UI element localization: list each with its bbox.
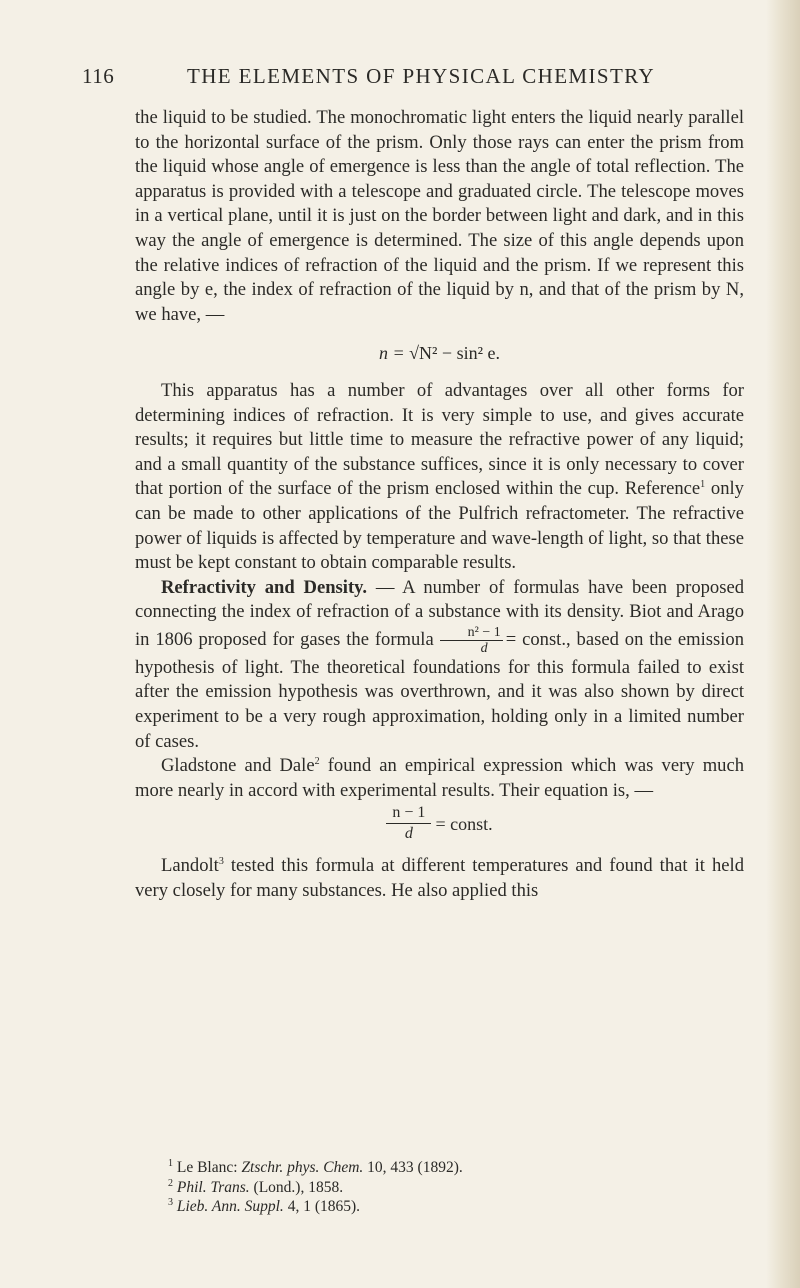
paragraph-3-text-b: = const., based on the emission hypothesis of light. The theoretical foundations for this formula failed to exist after the emission hypothesis was overthrown, and it was also shown by direct experiment to be a very rough approximation, holding only in a limited number of cases. xyxy=(135,628,744,752)
page-number: 116 xyxy=(82,64,115,88)
running-head: THE ELEMENTS OF PHYSICAL CHEMISTRY xyxy=(187,64,656,88)
footnote-ref-1[interactable]: 1 xyxy=(700,479,706,491)
paragraph-5-text-a: Landolt xyxy=(161,855,219,877)
paragraph-5-text-b: tested this formula at different temperatures and found that it held very closely for many substances. He also applied this xyxy=(135,855,744,902)
paragraph-3 xyxy=(135,576,744,755)
footnote-citation: (Lond.), 1858. xyxy=(249,1178,344,1196)
inline-fraction xyxy=(440,625,503,656)
formula-const: = const. xyxy=(435,813,493,834)
block-fraction xyxy=(386,803,431,844)
inline-fraction-denominator: d xyxy=(480,640,488,656)
page-header xyxy=(82,64,722,94)
formula-refractive-index xyxy=(135,341,744,366)
paragraph-2-text-b: only can be made to other applications of the Pulfrich refractometer. The refractive power of liquids is affected by temperature and wave-length of light, so that these must be kept constant to obtain comparable results. xyxy=(135,478,744,574)
footnote-journal: Phil. Trans. xyxy=(176,1178,250,1196)
footnote-mark: 3 xyxy=(168,1196,173,1208)
footnote-mark: 1 xyxy=(168,1157,173,1169)
block-fraction-denominator: d xyxy=(404,825,413,843)
section-heading-refractivity: Refractivity and Density. xyxy=(161,576,368,598)
footnote-journal: Ztschr. phys. Chem. xyxy=(241,1159,364,1176)
paragraph-5 xyxy=(135,854,744,903)
paragraph-4-text-a: Gladstone and Dale xyxy=(161,755,315,777)
footnote-text: Le Blanc: xyxy=(173,1159,242,1176)
footnote-mark: 2 xyxy=(168,1177,173,1189)
footnote-ref-2[interactable]: 2 xyxy=(314,756,320,768)
paragraph-2-text-a: This apparatus has a number of advantages over all other forms for determining indices of refraction. It is very simple to use, and gives accurate results; it requires but little time to measure the refractive power of any liquid; and a small quantity of the substance suffices, since it is only necessary to cover that portion of the surface of the prism enclosed within the cup. Reference xyxy=(135,379,744,500)
formula-lhs: n = xyxy=(379,343,410,364)
footnote-journal: Lieb. Ann. Suppl. xyxy=(176,1198,284,1215)
footnote-ref-3[interactable]: 3 xyxy=(218,856,224,868)
formula-rhs: √N² − sin² e. xyxy=(409,343,500,364)
body-text xyxy=(135,106,744,904)
footnote-citation: 10, 433 (1892). xyxy=(363,1159,463,1176)
footnotes xyxy=(168,1158,728,1217)
paragraph-4-text-b: found an empirical expression which was very much more nearly in accord with experimental results. Their equation is, — xyxy=(135,755,744,801)
paragraph-2 xyxy=(135,379,744,576)
page-edge-shadow xyxy=(766,0,800,1288)
inline-fraction-numerator: n² − 1 xyxy=(440,625,503,641)
paragraph-4 xyxy=(135,754,744,803)
footnote-citation: 4, 1 (1865). xyxy=(283,1198,361,1215)
block-fraction-numerator: n − 1 xyxy=(386,803,431,824)
footnote-1 xyxy=(168,1158,728,1178)
formula-gladstone-dale xyxy=(135,803,744,844)
footnote-3 xyxy=(168,1197,728,1217)
paragraph-1: the liquid to be studied. The monochromatic light enters the liquid nearly parallel to the horizontal surface of the prism. Only those rays can enter the prism from the liquid whose angle of emergence is less than the angle of total reflection. The apparatus is provided with a telescope and graduated circle. The telescope moves in a vertical plane, until it is just on the border between light and dark, and in this way the angle of emergence is determined. The size of this angle depends upon the relative indices of refraction of the liquid and the prism. If we represent this angle by e, the index of refraction of the liquid by n, and that of the prism by N, we have, — xyxy=(135,107,744,325)
footnote-2 xyxy=(168,1178,728,1198)
paragraph-3-text-a: — A number of formulas have been proposed connecting the index of refraction of a substance with its density. Biot and Arago in 1806 proposed for gases the formula xyxy=(135,576,745,650)
